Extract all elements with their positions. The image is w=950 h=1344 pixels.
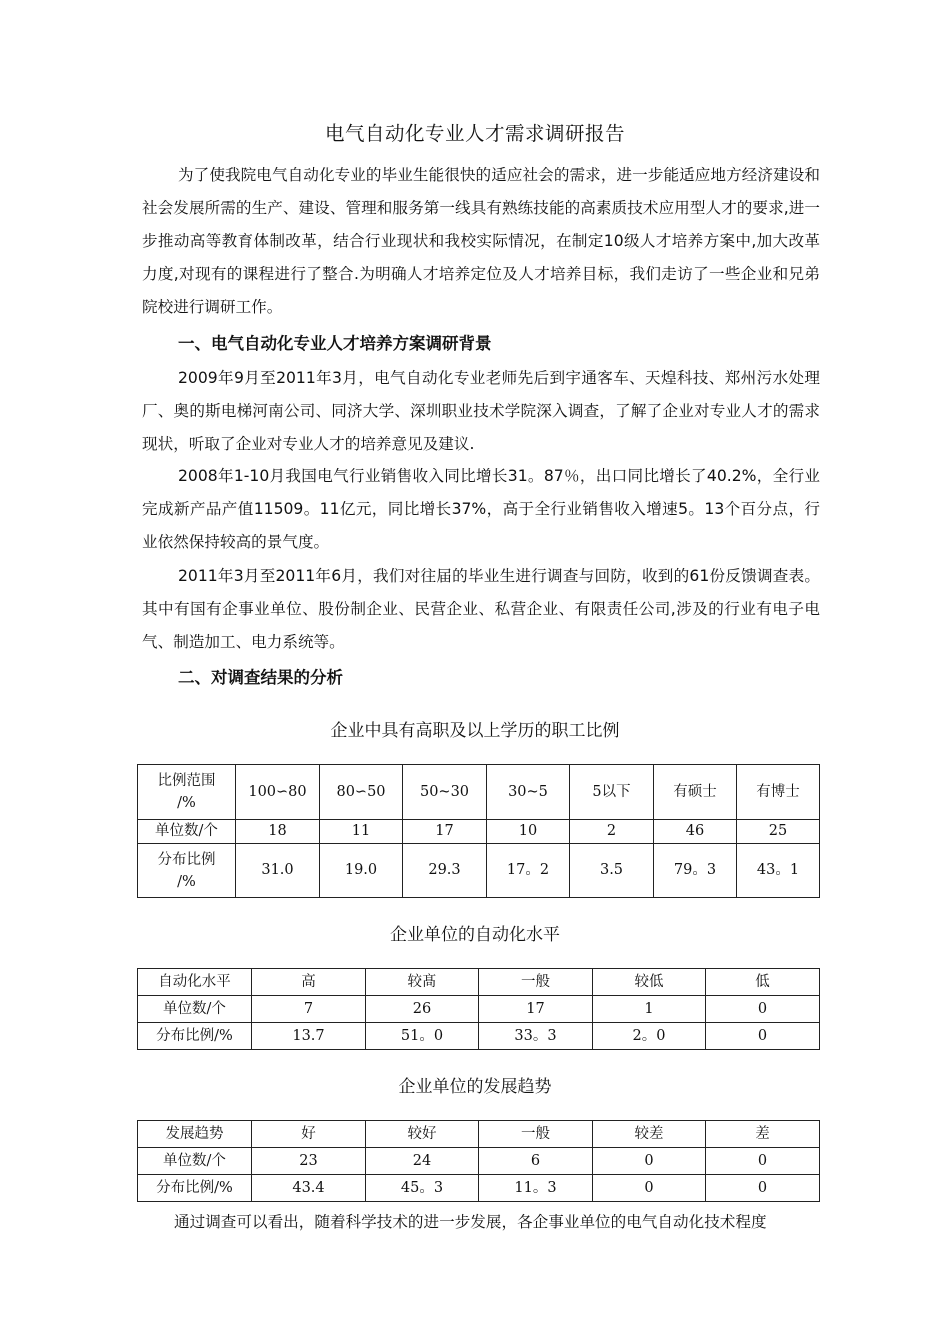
table-cell: 18: [236, 820, 320, 844]
table2-caption: 企业单位的自动化水平: [390, 925, 560, 945]
table-header-cell: 有硕士: [654, 765, 737, 820]
table-row: [138, 1023, 820, 1050]
table-header-cell: 较好: [366, 1121, 479, 1148]
table-cell: 分布比例/%: [138, 1175, 252, 1202]
table-header-cell: 80∽50: [320, 765, 403, 820]
table-header-row: [138, 969, 820, 996]
conclusion-paragraph: 通过调查可以看出，随着科学技术的进一步发展，各企事业单位的电气自动化技术程度: [174, 1213, 767, 1231]
table-header-cell: 较低: [593, 969, 706, 996]
table-cell: 2: [570, 820, 654, 844]
table-header-cell: 较差: [593, 1121, 706, 1148]
table-cell: 17: [403, 820, 487, 844]
background-paragraph-2: 2008年1-10月我国电气行业销售收入同比增长31。87％，出口同比增长了40.2%，全行业完成新产品产值11509。11亿元，同比增长37%，高于全行业销售收入增速5。13个百分点，行业依然保持较高的景气度。: [142, 467, 820, 551]
table-header-cell: 高: [252, 969, 366, 996]
table-header-cell: 5以下: [570, 765, 654, 820]
table-header-cell: 100∽80: [236, 765, 320, 820]
table-header-cell: 差: [706, 1121, 820, 1148]
table-row: [138, 1148, 820, 1175]
table-header-cell: 好: [252, 1121, 366, 1148]
table-cell: 0: [706, 996, 820, 1023]
background-paragraph-3: 2011年3月至2011年6月，我们对往届的毕业生进行调查与回防，收到的61份反馈调查表。其中有国有企事业单位、股份制企业、民营企业、私营企业、有限责任公司,涉及的行业有电子电气、制造加工、电力系统等。: [142, 567, 820, 651]
table-cell: 46: [654, 820, 737, 844]
table-cell: 11: [320, 820, 403, 844]
table-cell: 单位数/个: [138, 1148, 252, 1175]
table-cell: 单位数/个: [138, 820, 236, 844]
table-cell: 0: [593, 1175, 706, 1202]
table-cell: 3.5: [570, 844, 654, 898]
table-header-cell: 30~5: [487, 765, 570, 820]
table3-caption: 企业单位的发展趋势: [398, 1077, 552, 1097]
table-cell: 19.0: [320, 844, 403, 898]
table-cell: 0: [706, 1175, 820, 1202]
automation-level-table: [137, 968, 820, 1050]
section-heading-analysis: 二、对调查结果的分析: [178, 668, 343, 687]
table-cell: 2。0: [593, 1023, 706, 1050]
table-header-cell: 较髙: [366, 969, 479, 996]
table-cell: 26: [366, 996, 479, 1023]
table-row: [138, 996, 820, 1023]
table-cell: 6: [479, 1148, 593, 1175]
table-row: [138, 1175, 820, 1202]
table-cell: 23: [252, 1148, 366, 1175]
table-cell: 分布比例/%: [138, 1023, 252, 1050]
table-cell: 29.3: [403, 844, 487, 898]
education-ratio-table: [137, 764, 820, 898]
table-cell: 10: [487, 820, 570, 844]
table-cell: 11。3: [479, 1175, 593, 1202]
table-header-cell: 50~30: [403, 765, 487, 820]
table-header-cell: 低: [706, 969, 820, 996]
intro-paragraph: 为了使我院电气自动化专业的毕业生能很快的适应社会的需求，进一步能适应地方经济建设和社会发展所需的生产、建设、管理和服务第一线具有熟练技能的高素质技术应用型人才的要求,进一步推动高等教育体制改革，结合行业现状和我校实际情况，在制定10级人才培养方案中,加大改革力度,对现有的课程进行了整合.为明确人才培养定位及人才培养目标，我们走访了一些企业和兄弟院校进行调研工作。: [142, 166, 820, 316]
background-paragraph-1: 2009年9月至2011年3月，电气自动化专业老师先后到宇通客车、天煌科技、郑州污水处理厂、奥的斯电梯河南公司、同济大学、深圳职业技术学院深入调查，了解了企业对专业人才的需求现状，听取了企业对专业人才的培养意见及建议.: [142, 369, 820, 453]
table-cell: 13.7: [252, 1023, 366, 1050]
development-trend-table: [137, 1120, 820, 1202]
table-cell: 7: [252, 996, 366, 1023]
table-cell: 分布比例 /%: [138, 844, 236, 898]
table-header-row: [138, 1121, 820, 1148]
table-header-cell: 发展趋势: [138, 1121, 252, 1148]
table-cell: 1: [593, 996, 706, 1023]
document-title: 电气自动化专业人才需求调研报告: [324, 122, 625, 145]
table-cell: 33。3: [479, 1023, 593, 1050]
table-cell: 17: [479, 996, 593, 1023]
table-header-cell: 一般: [479, 1121, 593, 1148]
table-cell: 25: [737, 820, 820, 844]
table-cell: 0: [706, 1023, 820, 1050]
table-header-cell: 比例范围 /%: [138, 765, 236, 820]
table-cell: 43。1: [737, 844, 820, 898]
table-header-cell: 自动化水平: [138, 969, 252, 996]
table-cell: 43.4: [252, 1175, 366, 1202]
table-cell: 31.0: [236, 844, 320, 898]
table-cell: 24: [366, 1148, 479, 1175]
table1-caption: 企业中具有高职及以上学历的职工比例: [330, 721, 620, 741]
table-cell: 0: [593, 1148, 706, 1175]
table-cell: 0: [706, 1148, 820, 1175]
table-header-row: [138, 765, 820, 820]
table-cell: 51。0: [366, 1023, 479, 1050]
table-cell: 79。3: [654, 844, 737, 898]
table-header-cell: 有博士: [737, 765, 820, 820]
table-header-cell: 一般: [479, 969, 593, 996]
table-row: [138, 820, 820, 844]
table-cell: 单位数/个: [138, 996, 252, 1023]
table-cell: 45。3: [366, 1175, 479, 1202]
section-heading-background: 一、电气自动化专业人才培养方案调研背景: [178, 334, 492, 353]
table-cell: 17。2: [487, 844, 570, 898]
table-row: [138, 844, 820, 898]
